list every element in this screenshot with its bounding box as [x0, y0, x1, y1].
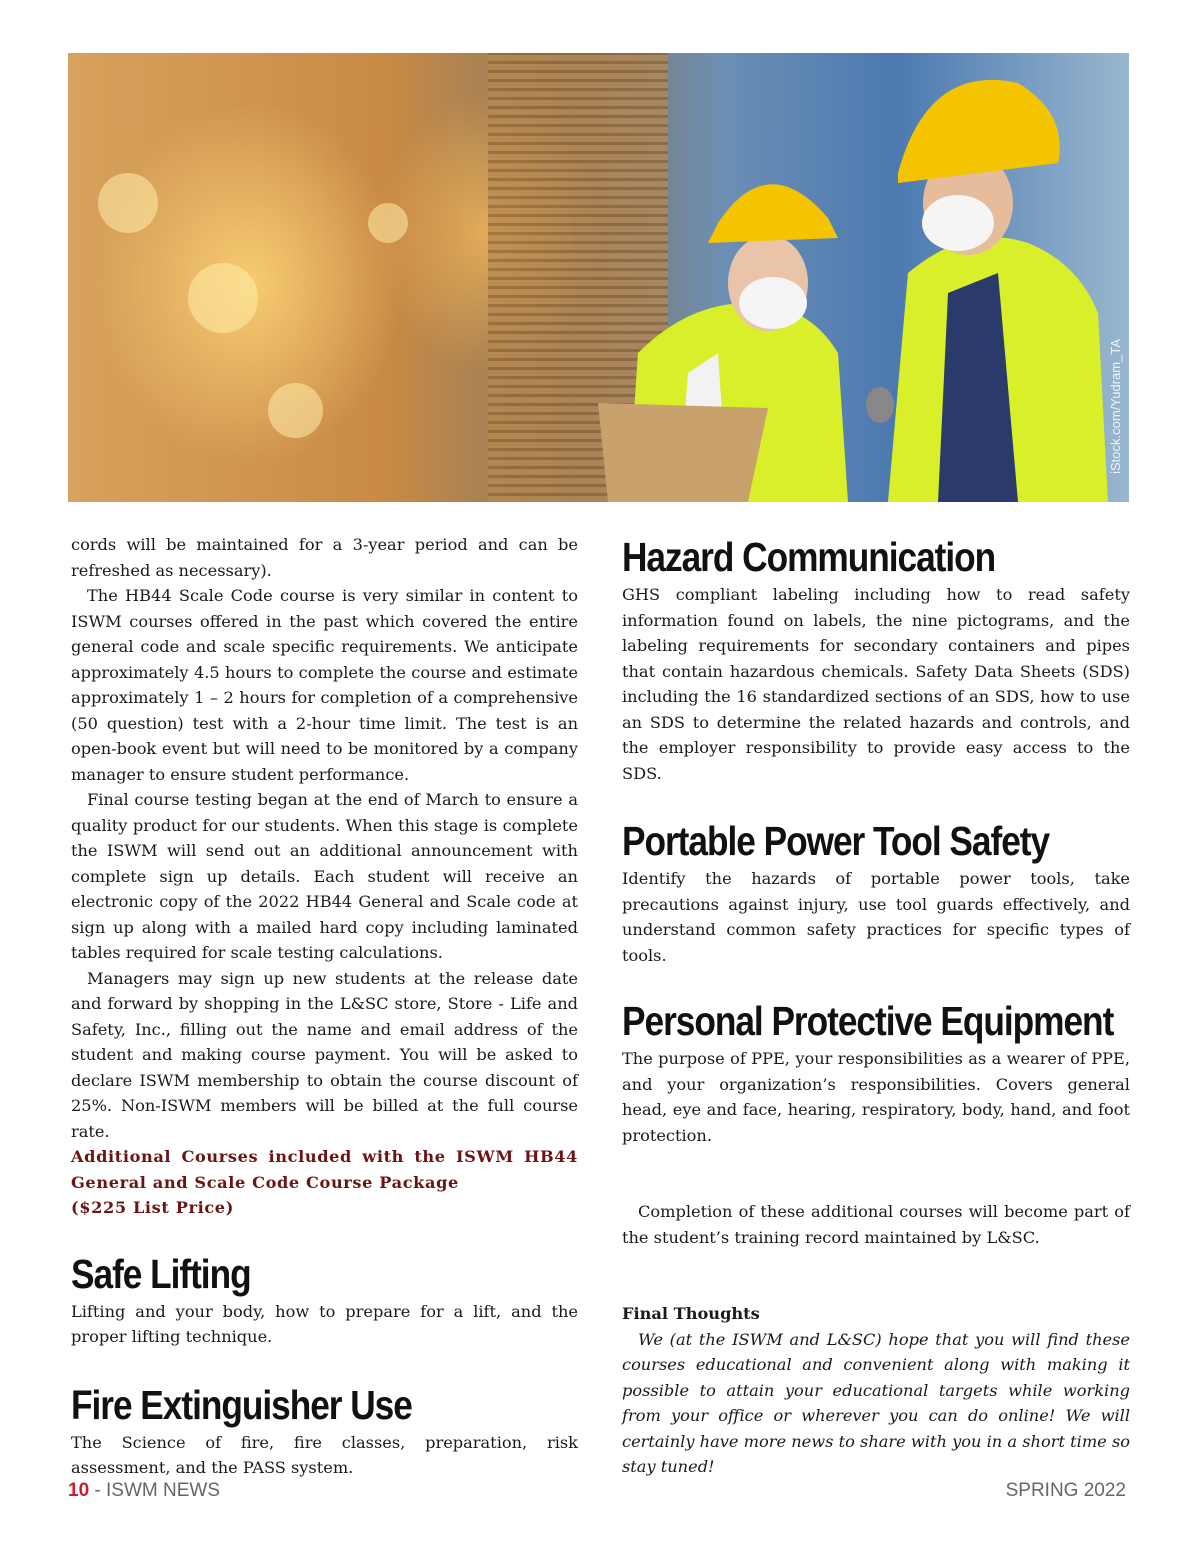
- photo-credit: iStock.com/Yudram_TA: [1108, 339, 1123, 474]
- safe-lifting-title: Safe Lifting: [71, 1250, 251, 1297]
- page-number: 10: [68, 1480, 90, 1501]
- hard-hat: [708, 184, 838, 243]
- power-tool-body: Identify the hazards of portable power tools, take precautions against injury, use tool guards effectively, and understand common safety practices for specific types of tools.: [622, 869, 1130, 965]
- final-thoughts-heading: Final Thoughts: [622, 1304, 760, 1323]
- hazard-communication-body: GHS compliant labeling including how to read safety information found on labels, the nine pictograms, and the labeling requirements for secondary containers and pipes that contain hazardous chemicals. Safety Data Sheets (SDS) including the 16 standardized sections of an SDS, how to use an SDS to determine the related hazards and controls, and the employer responsibility to provide easy access to the SDS.: [622, 585, 1130, 783]
- hazard-communication-title: Hazard Communication: [622, 534, 996, 580]
- mask: [922, 195, 994, 251]
- power-tool-title: Portable Power Tool Safety: [622, 818, 1050, 864]
- workers-illustration: [68, 53, 1129, 502]
- ppe-title: Personal Protective Equipment: [622, 998, 1114, 1044]
- additional-courses-price: ($225 List Price): [71, 1198, 234, 1217]
- publication-name: - ISWM NEWS: [89, 1480, 221, 1501]
- paragraph: Managers may sign up new students at the release date and forward by shopping in the L&SC store, Store - Life and Safety, Inc., filling out the name and email address of the student and making course payment. You will be asked to declare ISWM membership to obtain the course discount of 25%. Non-ISWM members will be billed at the full course rate.: [71, 968, 578, 1141]
- header-photo: [68, 53, 1129, 502]
- ppe-body: The purpose of PPE, your responsibilities as a wearer of PPE, and your organization’s responsibilities. Covers general head, eye and face, hearing, respiratory, body, hand, and foot protection.: [622, 1049, 1130, 1145]
- paragraph: Final course testing began at the end of March to ensure a quality product for our students. When this stage is complete the ISWM will send out an additional announcement with complete sign up details. Each student will receive an electronic copy of the 2022 HB44 General and Scale code at sign up along with a mailed hard copy including laminated tables required for scale testing calculations.: [71, 790, 578, 962]
- footer-issue: SPRING 2022: [1005, 1480, 1126, 1501]
- final-thoughts-body: We (at the ISWM and L&SC) hope that you will find these courses educational and convenient along with making it possible to attain your educational targets while working from your office or wherever you can do online! We will certainly have more news to share with you in a short time so stay tuned!: [622, 1329, 1130, 1476]
- mask: [739, 277, 807, 329]
- clipboard: [598, 403, 768, 502]
- fire-extinguisher-title: Fire Extinguisher Use: [71, 1381, 412, 1428]
- footer-publication: [68, 1480, 220, 1502]
- completion-paragraph: Completion of these additional courses will become part of the student’s training record maintained by L&SC.: [622, 1202, 1130, 1247]
- fire-extinguisher-body: The Science of fire, fire classes, preparation, risk assessment, and the PASS system.: [71, 1432, 578, 1477]
- hard-hat: [898, 80, 1060, 183]
- right-column: [622, 532, 1130, 1480]
- additional-courses-heading: Additional Courses included with the ISWM HB44 General and Scale Code Course Package: [71, 1147, 578, 1192]
- left-column: [71, 532, 578, 1481]
- paragraph: cords will be maintained for a 3-year period and can be refreshed as necessary).: [71, 535, 578, 580]
- paragraph: The HB44 Scale Code course is very similar in content to ISWM courses offered in the past which covered the entire general code and scale specific requirements. We anticipate approximately 4.5 hours to complete the course and estimate approximately 1 – 2 hours for completion of a comprehensive (50 question) test with a 2-hour time limit. The test is an open-book event but will need to be monitored by a company manager to ensure student performance.: [71, 586, 578, 784]
- safe-lifting-body: Lifting and your body, how to prepare for a lift, and the proper lifting technique.: [71, 1301, 578, 1346]
- wristwatch: [866, 387, 894, 423]
